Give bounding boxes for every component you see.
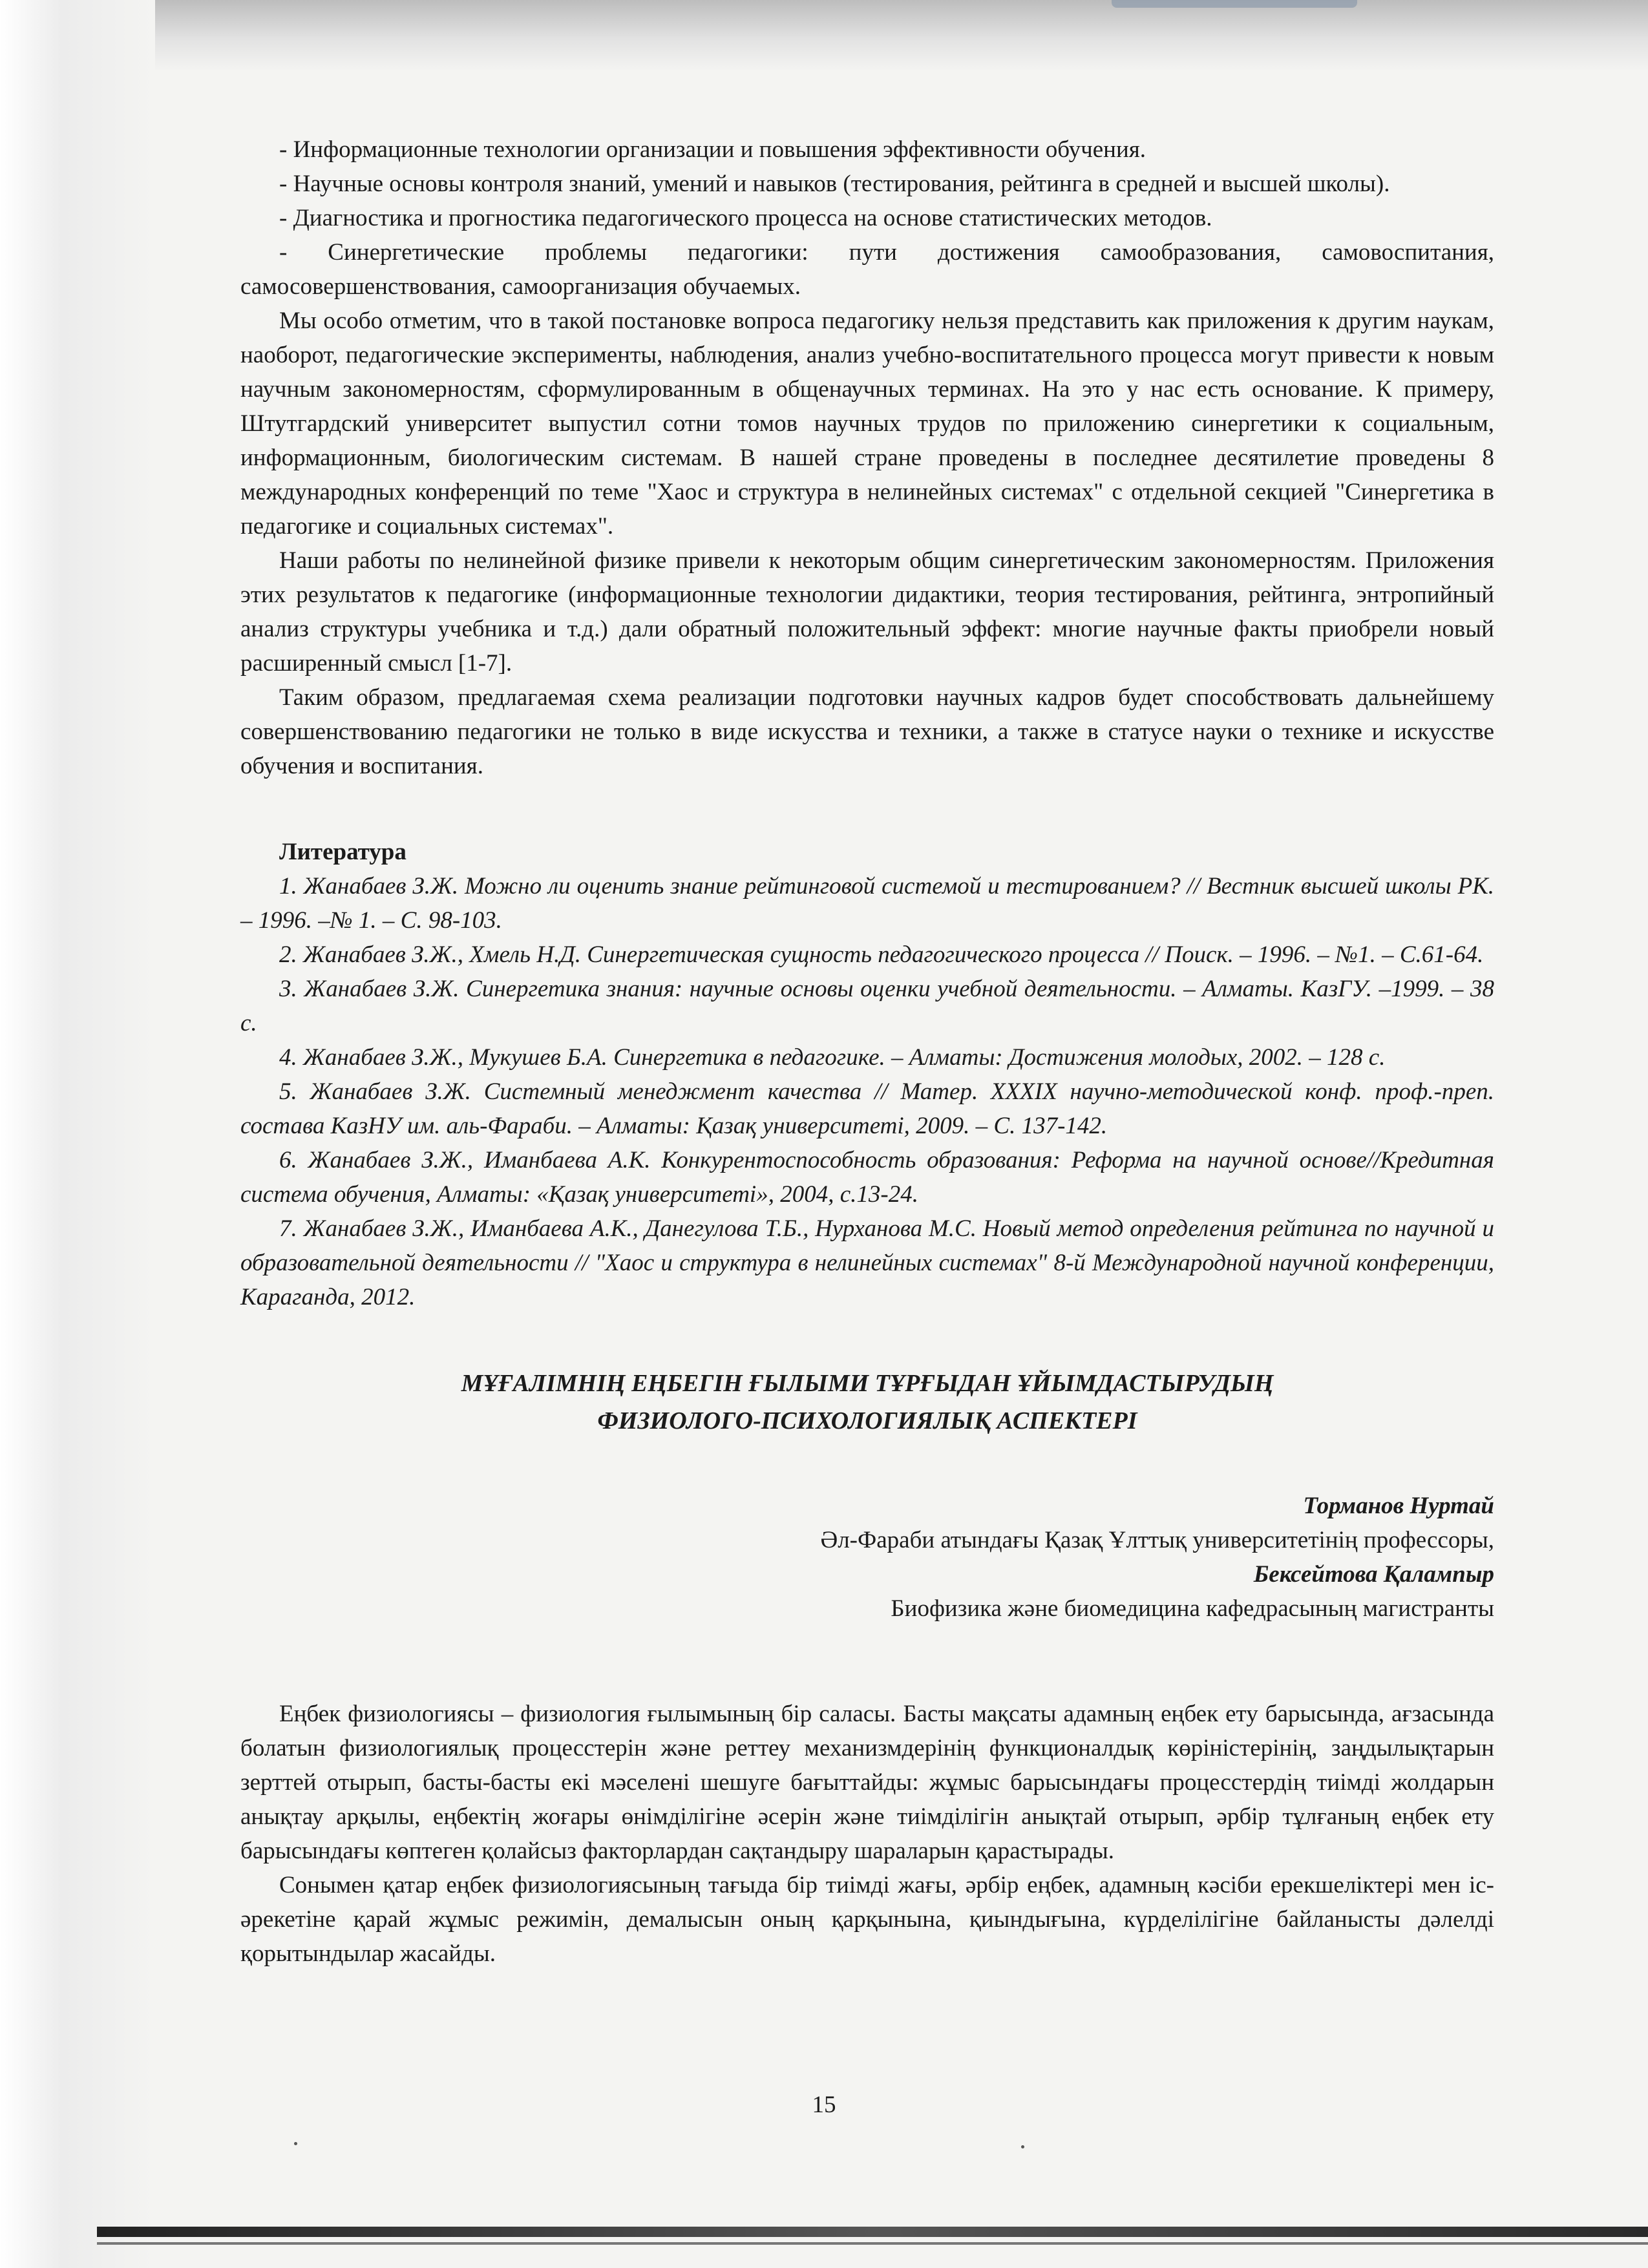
body-paragraph: Наши работы по нелинейной физике привели к некоторым общим синергетическим закономерностям. Приложения этих результатов к педагогике (информационные технологии дидактики, теория тестирования, рейтинга, энтропийный анализ структуры учебника и т.д.) дали обратный положительный эффект: многие научные факты приобрели новый расширенный смысл [1-7]. [240, 547, 1494, 677]
body-paragraph: Мы особо отметим, что в такой постановке вопроса педагогику нельзя представить как приложения к другим наукам, наоборот, педагогические эксперименты, наблюдения, анализ учебно-воспитательного процесса могут привести к новым научным закономерностям, сформулированным в общенаучных терминах. На это у нас есть основание. К примеру, Штутгардский университет выпустил сотни томов научных трудов по приложению синергетики к социальным, информационным, биологическим системам. В нашей стране проведены в последнее десятилетие проведены 8 международных конференций по теме "Хаос и структура в нелинейных системах" с отдельной секцией "Синергетика в педагогике и социальных системах". [240, 308, 1494, 540]
page-number: 15 [812, 2092, 836, 2118]
article-title-line: ФИЗИОЛОГО-ПСИХОЛОГИЯЛЫҚ АСПЕКТЕРІ [597, 1407, 1137, 1434]
reference-item: 2. Жанабаев З.Ж., Хмель Н.Д. Синергетическая сущность педагогического процесса // Поиск. – 1996. – №1. – С.61-64. [279, 941, 1484, 968]
article-title [240, 1365, 1494, 1440]
intro-item: - Синергетические проблемы педагогики: пути достижения самообразования, самовоспитания, самосовершенствования, самоорганизация обучаемых. [240, 239, 1494, 300]
author-affiliation: Әл-Фараби атындағы Қазақ Ұлттық университетінің профессоры, [820, 1527, 1494, 1553]
literature-heading: Литература [279, 839, 407, 865]
author-affiliation: Биофизика және биомедицина кафедрасының магистранты [891, 1595, 1494, 1622]
body-paragraph: Таким образом, предлагаемая схема реализации подготовки научных кадров будет способствовать дальнейшему совершенствованию педагогики не только в виде искусства и техники, а также в статусе науки о технике и искусстве обучения и воспитания. [240, 684, 1494, 779]
reference-item: 1. Жанабаев З.Ж. Можно ли оценить знание рейтинговой системой и тестированием? // Вестник высшей школы РК. – 1996. –№ 1. – С. 98-103. [240, 873, 1494, 934]
reference-item: 6. Жанабаев З.Ж., Иманбаева А.К. Конкурентоспособность образования: Реформа на научной основе//Кредитная система обучения, Алматы: «Қазақ университеті», 2004, с.13-24. [240, 1147, 1494, 1208]
scan-edge-bottom [97, 2227, 1648, 2237]
scan-edge-top [155, 0, 1648, 71]
reference-item: 4. Жанабаев З.Ж., Мукушев Б.А. Синергетика в педагогике. – Алматы: Достижения молодых, 2002. – 128 с. [279, 1044, 1386, 1071]
author-name: Торманов Нуртай [1303, 1493, 1494, 1519]
article-title-line: МҰҒАЛІМНІҢ ЕҢБЕГІН ҒЫЛЫМИ ТҰРҒЫДАН ҰЙЫМДАСТЫРУДЫҢ [461, 1370, 1274, 1397]
article-body [240, 1697, 1494, 1971]
body-paragraph: Сонымен қатар еңбек физиологиясының тағыда бір тиімді жағы, әрбір еңбек, адамның кәсіби ерекшеліктері мен іс-әрекетіне қарай жұмыс режимін, демалысын оның қарқынына, қиындығына, күрделілігіне байланысты дәлелді қорытындылар жасайды. [240, 1872, 1494, 1967]
scan-speck [294, 2142, 297, 2145]
reference-item: 5. Жанабаев З.Ж. Системный менеджмент качества // Матер. XXXIX научно-методической конф. проф.-преп. состава КазНУ им. аль-Фараби. – Алматы: Қазақ университеті, 2009. – С. 137-142. [240, 1078, 1494, 1139]
scan-edge-left [0, 0, 155, 2268]
intro-item: - Диагностика и прогностика педагогического процесса на основе статистических методов. [279, 205, 1212, 231]
scan-speck [1021, 2145, 1024, 2148]
author-block [240, 1489, 1494, 1626]
intro-item: - Информационные технологии организации и повышения эффективности обучения. [279, 136, 1146, 163]
intro-item: - Научные основы контроля знаний, умений и навыков (тестирования, рейтинга в средней и высшей школы). [279, 171, 1390, 197]
body-paragraph: Еңбек физиологиясы – физиология ғылымының бір саласы. Басты мақсаты адамның еңбек ету барысында, ағзасында болатын физиологиялық процесстерін және реттеу механизмдерінің функционалдық көріністерінің, заңдылықтарын зерттей отырып, басты-басты екі мәселені шешуге бағыттайды: жұмыс барысындағы процесстердің тиімді жолдарын анықтау арқылы, еңбектің жоғары өнімділігіне әсерін және тиімділігін анықтай отырып, әрбір тұлғаның еңбек ету барысындағы көптеген қолайсыз факторлардан сақтандыру шараларын қарастырады. [240, 1701, 1494, 1864]
reference-item: 3. Жанабаев З.Ж. Синергетика знания: научные основы оценки учебной деятельности. – Алматы. КазГУ. –1999. – 38 с. [240, 976, 1494, 1036]
scan-edge-bottom-thin [97, 2242, 1648, 2245]
reference-item: 7. Жанабаев З.Ж., Иманбаева А.К., Данегулова Т.Б., Нурханова М.С. Новый метод определения рейтинга по научной и образовательной деятельности // "Хаос и структура в нелинейных системах" 8-й Международной научной конференции, Караганда, 2012. [240, 1215, 1494, 1310]
page-content [240, 132, 1494, 1971]
author-name: Бексейтова Қалампыр [1253, 1561, 1494, 1588]
scan-artifact-top [1112, 0, 1357, 8]
